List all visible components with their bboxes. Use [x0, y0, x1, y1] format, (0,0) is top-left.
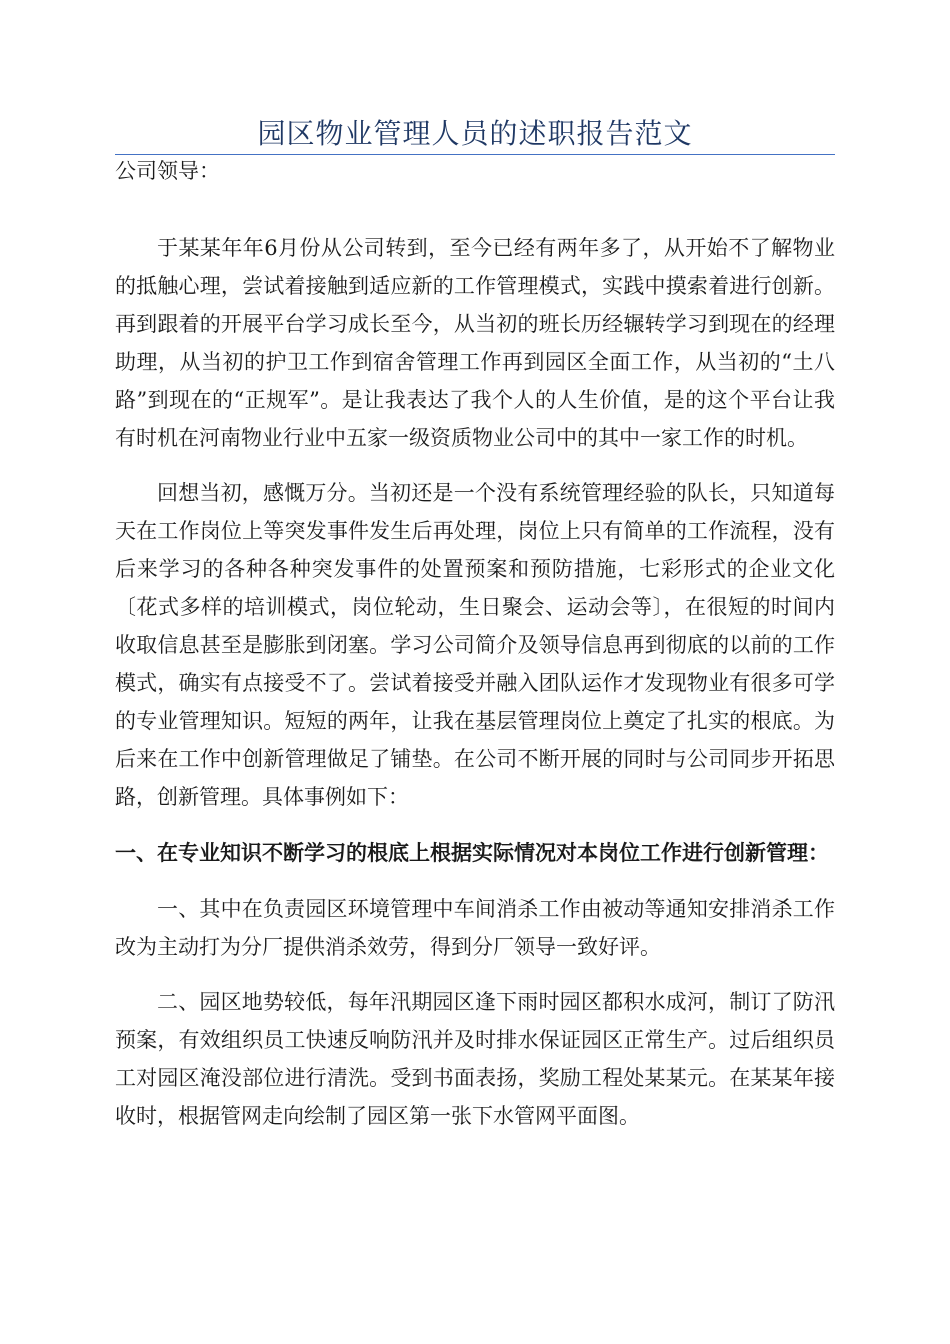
- salutation-text: 公司领导：: [115, 159, 220, 183]
- section-paragraph-2: 二、园区地势较低，每年汛期园区逢下雨时园区都积水成河，制订了防汛预案，有效组织员工快速反响防汛并及时排水保证园区正常生产。过后组织员工对园区淹没部位进行清洗。受到书面表扬，奖励工程处某某元。在某某年接收时，根据管网走向绘制了园区第一张下水管网平面图。: [115, 990, 835, 1128]
- section-heading: 一、在专业知识不断学习的根底上根据实际情况对本岗位工作进行创新管理：: [115, 841, 829, 865]
- body-paragraph-1: 于某某年年6月份从公司转到，至今已经有两年多了，从开始不了解物业的抵触心理，尝试着接触到适应新的工作管理模式，实践中摸索着进行创新。再到跟着的开展平台学习成长至今，从当初的班长历经辗转学习到现在的经理助理，从当初的护卫工作到宿舍管理工作再到园区全面工作，从当初的“土八路”到现在的“正规军”。是让我表达了我个人的人生价值，是的这个平台让我有时机在河南物业行业中五家一级资质物业公司中的其中一家工作的时机。: [115, 236, 835, 450]
- salutation: [115, 151, 220, 191]
- document-body: [115, 229, 835, 1152]
- document-title: 园区物业管理人员的述职报告范文: [257, 117, 693, 150]
- body-paragraph-2: 回想当初，感慨万分。当初还是一个没有系统管理经验的队长，只知道每天在工作岗位上等突发事件发生后再处理，岗位上只有简单的工作流程，没有后来学习的各种各种突发事件的处置预案和预防措施，七彩形式的企业文化〔花式多样的培训模式，岗位轮动，生日聚会、运动会等〕，在很短的时间内收取信息甚至是膨胀到闭塞。学习公司简介及领导信息再到彻底的以前的工作模式，确实有点接受不了。尝试着接受并融入团队运作才发现物业有很多可学的专业管理知识。短短的两年，让我在基层管理岗位上奠定了扎实的根底。为后来在工作中创新管理做足了铺垫。在公司不断开展的同时与公司同步开拓思路，创新管理。具体事例如下：: [115, 481, 835, 809]
- title-underline: [115, 154, 835, 155]
- section-paragraph-1: 一、其中在负责园区环境管理中车间消杀工作由被动等通知安排消杀工作改为主动打为分厂提供消杀效劳，得到分厂领导一致好评。: [115, 897, 835, 959]
